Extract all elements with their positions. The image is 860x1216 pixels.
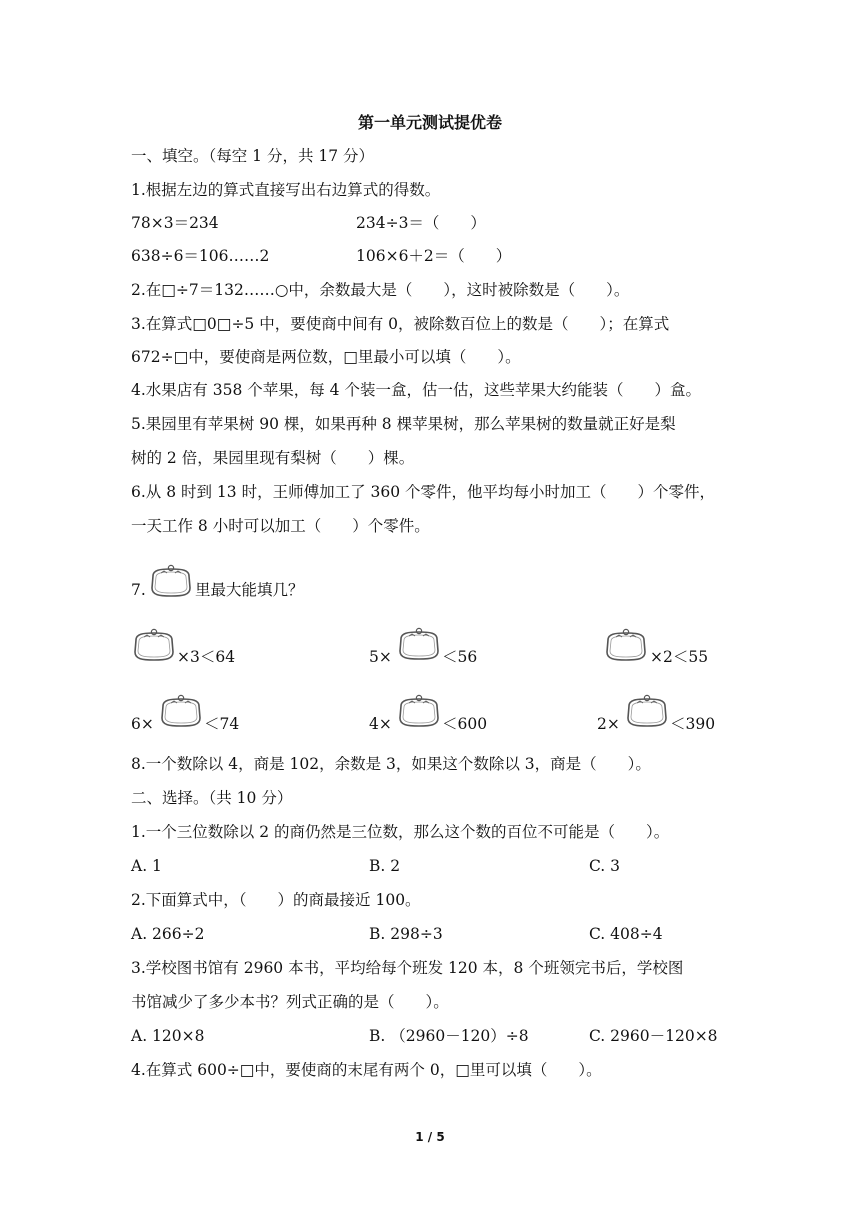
bag-icon xyxy=(603,628,649,662)
s2-q3-option-b: B. （2960－120）÷8 xyxy=(369,1027,529,1045)
q5-line1: 5.果园里有苹果树 90 棵，如果再种 8 棵苹果树，那么苹果树的数量就正好是梨 xyxy=(131,415,676,433)
section1-heading: 一、填空。（每空 1 分，共 17 分） xyxy=(131,147,375,165)
bag-icon xyxy=(131,628,177,662)
q1-row2-right: 106×6＋2＝（ ） xyxy=(356,247,512,265)
q7-stem: 里最大能填几？ xyxy=(195,581,304,599)
q7-number: 7. xyxy=(131,581,146,599)
s2-q4-stem: 4.在算式 600÷□中，要使商的末尾有两个 0，□里可以填（ ）。 xyxy=(131,1061,602,1079)
s2-q1-option-a: A. 1 xyxy=(131,857,162,875)
bag-icon xyxy=(396,694,442,728)
q1-row1-right: 234÷3＝（ ） xyxy=(356,214,486,232)
q3-line2: 672÷□中，要使商是两位数，□里最小可以填（ ）。 xyxy=(131,348,521,366)
bag-icon xyxy=(396,627,442,661)
q7-f-expr: ＜390 xyxy=(670,715,716,733)
q7-b-expr: ＜56 xyxy=(442,648,478,666)
q1-row2-left: 638÷6＝106……2 xyxy=(131,247,270,265)
s2-q2-stem: 2.下面算式中，（ ）的商最接近 100。 xyxy=(131,891,421,909)
page-number: 1 / 5 xyxy=(415,1130,445,1144)
q4-text: 4.水果店有 358 个苹果，每 4 个装一盒，估一估，这些苹果大约能装（ ）盒。 xyxy=(131,381,701,399)
q7-e-expr: ＜600 xyxy=(442,715,488,733)
q7-e-prefix: 4× xyxy=(369,715,392,733)
q7-a-expr: ×3＜64 xyxy=(177,648,236,666)
s2-q2-option-b: B. 298÷3 xyxy=(369,925,443,943)
q3-line1: 3.在算式□0□÷5 中，要使商中间有 0，被除数百位上的数是（ ）；在算式 xyxy=(131,315,670,333)
q8-text: 8.一个数除以 4，商是 102，余数是 3，如果这个数除以 3，商是（ ）。 xyxy=(131,755,651,773)
s2-q3-option-c: C. 2960－120×8 xyxy=(589,1027,718,1045)
q6-line2: 一天工作 8 小时可以加工（ ）个零件。 xyxy=(131,517,430,535)
q1-row1-left: 78×3＝234 xyxy=(131,214,219,232)
bag-icon xyxy=(148,564,194,598)
s2-q3-stem-line2: 书馆减少了多少本书？列式正确的是（ ）。 xyxy=(131,993,449,1011)
s2-q3-option-a: A. 120×8 xyxy=(131,1027,205,1045)
s2-q1-option-b: B. 2 xyxy=(369,857,401,875)
section2-heading: 二、选择。（共 10 分） xyxy=(131,789,293,807)
q7-d-expr: ＜74 xyxy=(204,715,240,733)
s2-q2-option-a: A. 266÷2 xyxy=(131,925,205,943)
bag-icon xyxy=(624,694,670,728)
q7-c-expr: ×2＜55 xyxy=(650,648,709,666)
q7-b-prefix: 5× xyxy=(369,648,392,666)
bag-icon xyxy=(158,694,204,728)
s2-q1-option-c: C. 3 xyxy=(589,857,621,875)
q5-line2: 树的 2 倍，果园里现有梨树（ ）棵。 xyxy=(131,449,415,467)
q6-line1: 6.从 8 时到 13 时，王师傅加工了 360 个零件，他平均每小时加工（ ）个零件， xyxy=(131,483,716,501)
q2-text: 2.在□÷7＝132……○中，余数最大是（ ），这时被除数是（ ）。 xyxy=(131,281,630,299)
s2-q2-option-c: C. 408÷4 xyxy=(589,925,663,943)
q7-d-prefix: 6× xyxy=(131,715,154,733)
q7-f-prefix: 2× xyxy=(597,715,620,733)
s2-q3-stem-line1: 3.学校图书馆有 2960 本书，平均给每个班发 120 本，8 个班领完书后，学校图 xyxy=(131,959,684,977)
q1-stem: 1.根据左边的算式直接写出右边算式的得数。 xyxy=(131,181,441,199)
s2-q1-stem: 1.一个三位数除以 2 的商仍然是三位数，那么这个数的百位不可能是（ ）。 xyxy=(131,823,670,841)
page-title: 第一单元测试提优卷 xyxy=(357,113,502,132)
